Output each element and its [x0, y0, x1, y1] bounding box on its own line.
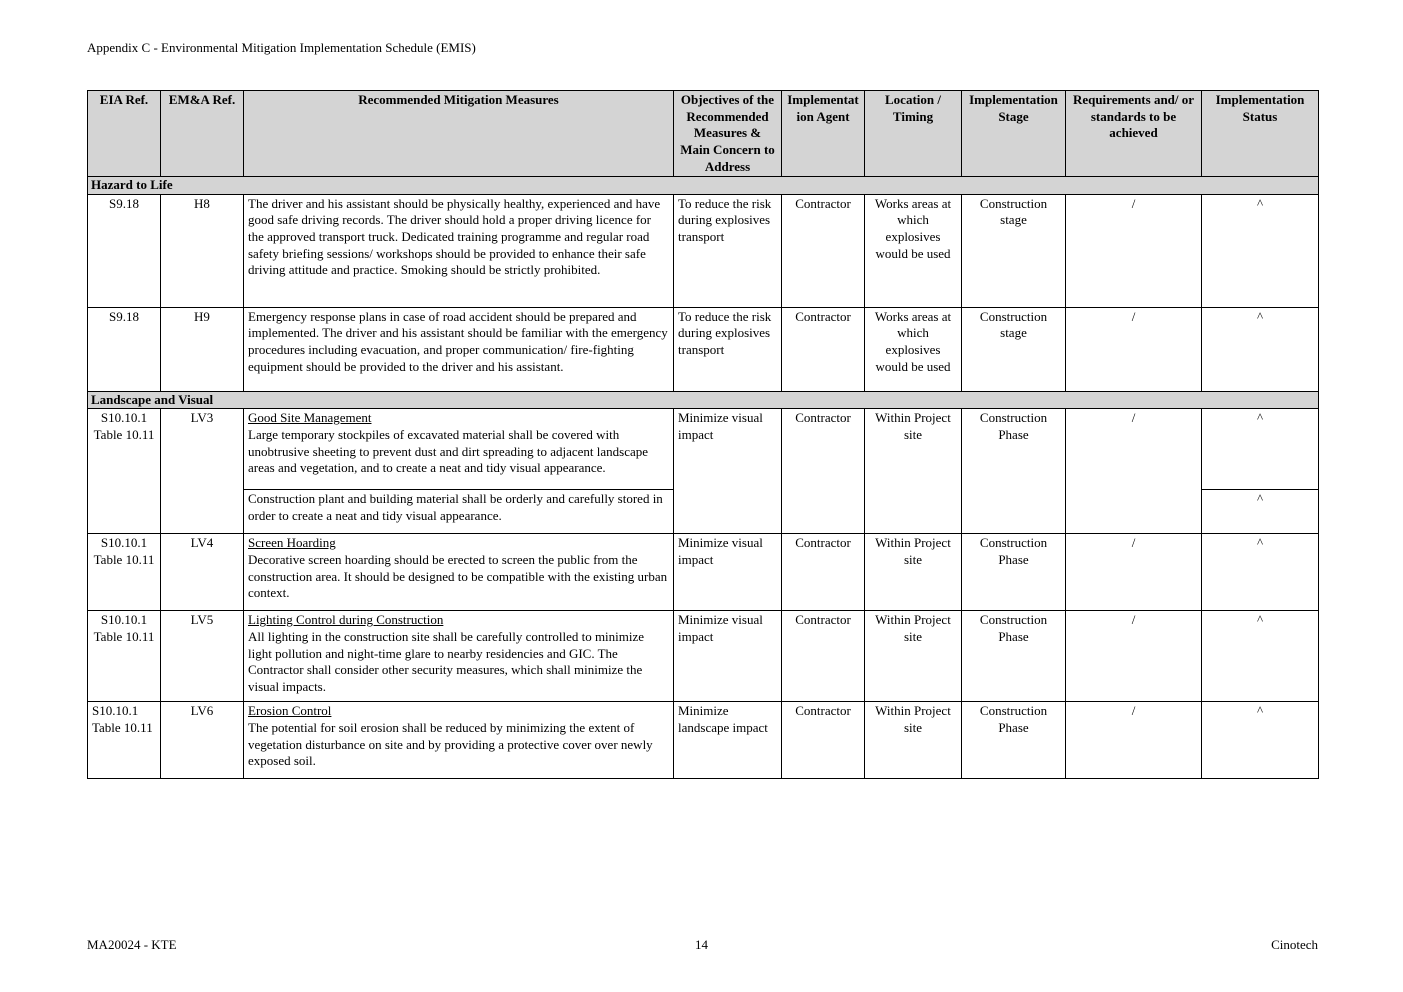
cell-objectives: To reduce the risk during explosives transport: [674, 194, 782, 307]
table-row: [88, 611, 1319, 702]
cell-eia-ref: S9.18: [88, 194, 161, 307]
cell-objectives: Minimize landscape impact: [674, 702, 782, 779]
cell-measures: [244, 194, 674, 307]
cell-ema-ref: LV6: [161, 702, 244, 779]
footer-company: Cinotech: [1271, 937, 1318, 952]
cell-ema-ref: LV4: [161, 534, 244, 611]
col-header-agent: Implementation Agent: [782, 91, 865, 177]
cell-status: ^: [1202, 194, 1319, 307]
cell-measures: [244, 702, 674, 779]
cell-objectives: Minimize visual impact: [674, 409, 782, 534]
cell-location: Works areas at which explosives would be used: [865, 194, 962, 307]
measure-heading: Lighting Control during Construction: [248, 612, 444, 628]
cell-status: ^: [1202, 534, 1319, 611]
emis-table: [87, 90, 1319, 779]
section-title: Hazard to Life: [88, 177, 1319, 195]
col-header-ema-ref: EM&A Ref.: [161, 91, 244, 177]
cell-ema-ref: LV3: [161, 409, 244, 534]
col-header-objectives: Objectives of the Recommended Measures & Main Concern to Address: [674, 91, 782, 177]
cell-stage: Construction stage: [962, 307, 1066, 391]
col-header-status: Implementation Status: [1202, 91, 1319, 177]
cell-ema-ref: H8: [161, 194, 244, 307]
cell-location: Within Project site: [865, 611, 962, 702]
cell-eia-ref: S9.18: [88, 307, 161, 391]
cell-status: ^: [1202, 490, 1319, 534]
col-header-location: Location / Timing: [865, 91, 962, 177]
measure-text: The potential for soil erosion shall be reduced by minimizing the extent of vegetation disturbance on site and by providing a protective cover over newly exposed soil.: [248, 720, 653, 769]
col-header-requirements: Requirements and/ or standards to be achieved: [1066, 91, 1202, 177]
cell-objectives: Minimize visual impact: [674, 534, 782, 611]
cell-requirements: /: [1066, 194, 1202, 307]
cell-status: ^: [1202, 702, 1319, 779]
cell-status: ^: [1202, 409, 1319, 490]
cell-measures: [244, 409, 674, 490]
table-row: [88, 534, 1319, 611]
cell-stage: Construction Phase: [962, 702, 1066, 779]
cell-requirements: /: [1066, 534, 1202, 611]
table-row: [88, 194, 1319, 307]
cell-ema-ref: H9: [161, 307, 244, 391]
measure-heading: Erosion Control: [248, 703, 332, 719]
footer-page-number: 14: [695, 937, 708, 952]
cell-measures: [244, 534, 674, 611]
measure-heading: Screen Hoarding: [248, 535, 336, 551]
cell-objectives: To reduce the risk during explosives transport: [674, 307, 782, 391]
cell-eia-ref: S10.10.1 Table 10.11: [88, 702, 161, 779]
measure-text: The driver and his assistant should be physically healthy, experienced and have good safe driving records. The driver should hold a proper driving licence for the approved transport truck. Dedicated training programme and regular road safety briefing sessions/ workshops should be provided to enhance their safe driving attitude and practice. Smoking should be strictly prohibited.: [248, 195, 661, 278]
cell-status: ^: [1202, 307, 1319, 391]
cell-location: Works areas at which explosives would be used: [865, 307, 962, 391]
section-title: Landscape and Visual: [88, 391, 1319, 409]
cell-requirements: /: [1066, 409, 1202, 534]
cell-agent: Contractor: [782, 702, 865, 779]
table-row: [88, 307, 1319, 391]
cell-agent: Contractor: [782, 409, 865, 534]
cell-ema-ref: LV5: [161, 611, 244, 702]
cell-stage: Construction Phase: [962, 409, 1066, 534]
measure-text: All lighting in the construction site shall be carefully controlled to minimize light pollution and night-time glare to nearby residencies and GIC. The Contractor shall consider other security measures, which shall minimize the visual impacts.: [248, 629, 645, 694]
measure-text: Large temporary stockpiles of excavated material shall be covered with unobtrusive sheeting to prevent dust and dirt spreading to adjacent landscape areas and vegetation, and to create a neat and tidy visual appearance.: [248, 427, 648, 476]
cell-requirements: /: [1066, 307, 1202, 391]
table-row: [88, 702, 1319, 779]
footer-project-ref: MA20024 - KTE: [87, 937, 177, 952]
col-header-eia-ref: EIA Ref.: [88, 91, 161, 177]
cell-agent: Contractor: [782, 194, 865, 307]
cell-eia-ref: S10.10.1 Table 10.11: [88, 409, 161, 534]
measure-text: Decorative screen hoarding should be erected to screen the public from the construction area. It should be designed to be compatible with the existing urban context.: [248, 552, 668, 601]
page-footer: [0, 937, 1403, 953]
cell-requirements: /: [1066, 702, 1202, 779]
cell-measures-continued: [244, 490, 674, 534]
section-row-hazard-to-life: [88, 177, 1319, 195]
measure-heading: Good Site Management: [248, 410, 372, 426]
cell-measures: [244, 307, 674, 391]
table-row: [88, 409, 1319, 490]
col-header-stage: Implementation Stage: [962, 91, 1066, 177]
table-header-row: [88, 91, 1319, 177]
measure-text: Emergency response plans in case of road accident should be prepared and implemented. The driver and his assistant should be familiar with the emergency procedures including evacuation, and proper communication/ fire-fighting equipment should be provided to the driver and his assistant.: [248, 308, 668, 374]
section-row-landscape-and-visual: [88, 391, 1319, 409]
cell-agent: Contractor: [782, 307, 865, 391]
cell-agent: Contractor: [782, 534, 865, 611]
cell-location: Within Project site: [865, 702, 962, 779]
col-header-measures: Recommended Mitigation Measures: [244, 91, 674, 177]
cell-stage: Construction stage: [962, 194, 1066, 307]
cell-agent: Contractor: [782, 611, 865, 702]
cell-location: Within Project site: [865, 409, 962, 534]
cell-stage: Construction Phase: [962, 534, 1066, 611]
measure-text: Construction plant and building material shall be orderly and carefully stored in order to create a neat and tidy visual appearance.: [248, 491, 663, 523]
cell-objectives: Minimize visual impact: [674, 611, 782, 702]
appendix-title: Appendix C - Environmental Mitigation Implementation Schedule (EMIS): [87, 40, 476, 55]
cell-eia-ref: S10.10.1 Table 10.11: [88, 534, 161, 611]
cell-eia-ref: S10.10.1 Table 10.11: [88, 611, 161, 702]
cell-stage: Construction Phase: [962, 611, 1066, 702]
cell-status: ^: [1202, 611, 1319, 702]
cell-measures: [244, 611, 674, 702]
cell-location: Within Project site: [865, 534, 962, 611]
cell-requirements: /: [1066, 611, 1202, 702]
